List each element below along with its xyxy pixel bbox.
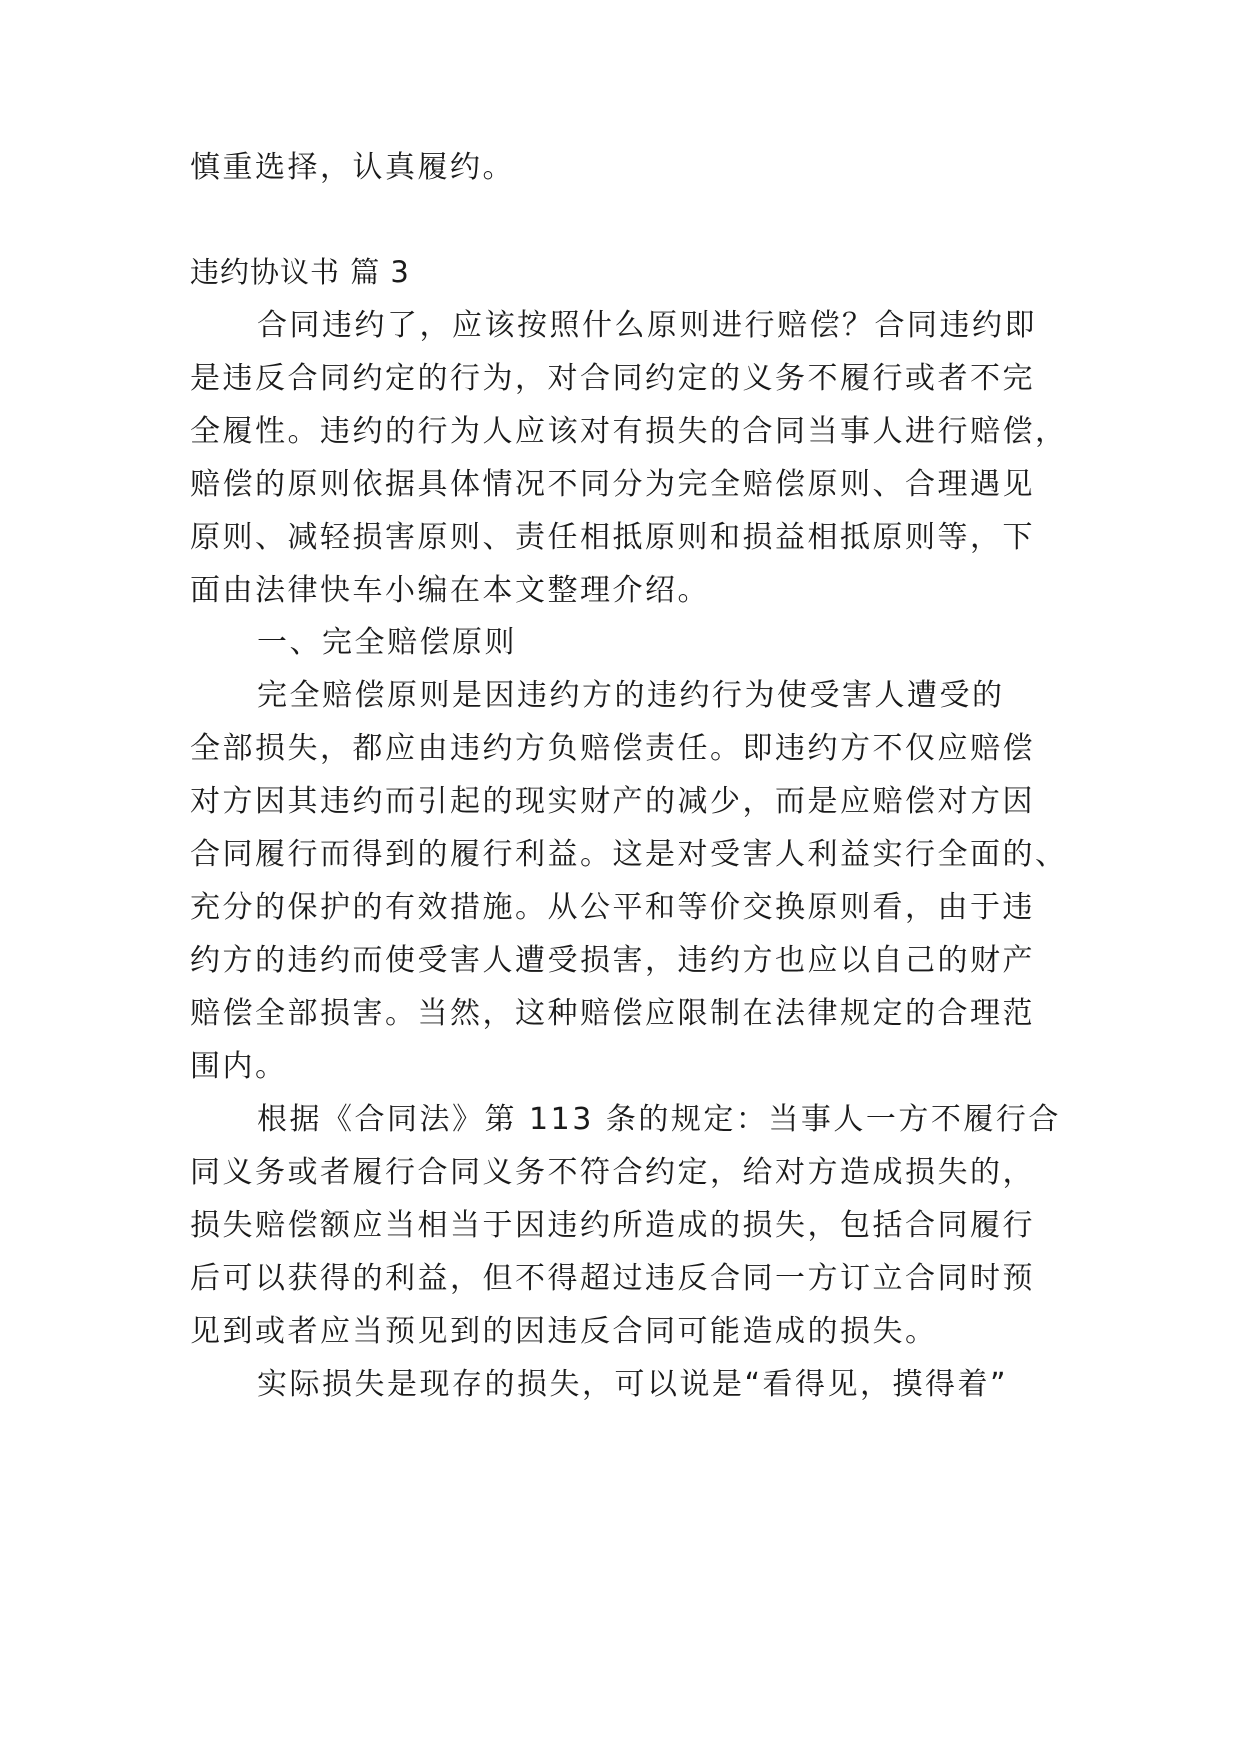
text-line: 约方的违约而使受害人遭受损害，违约方也应以自己的财产 <box>190 943 1035 978</box>
text-line: 合同履行而得到的履行利益。这是对受害人利益实行全面的、 <box>190 837 1068 872</box>
text-line: 赔偿的原则依据具体情况不同分为完全赔偿原则、合理遇见 <box>190 467 1035 502</box>
text-line: 根据《合同法》第 113 条的规定：当事人一方不履行合 <box>257 1102 1061 1137</box>
text-line: 慎重选择，认真履约。 <box>190 150 515 185</box>
text-line: 全部损失，都应由违约方负赔偿责任。即违约方不仅应赔偿 <box>190 731 1035 766</box>
text-line: 对方因其违约而引起的现实财产的减少，而是应赔偿对方因 <box>190 784 1035 819</box>
text-line: 后可以获得的利益，但不得超过违反合同一方订立合同时预 <box>190 1261 1035 1296</box>
text-line: 损失赔偿额应当相当于因违约所造成的损失，包括合同履行 <box>190 1208 1035 1243</box>
text-line: 合同违约了，应该按照什么原则进行赔偿？合同违约即 <box>257 308 1037 343</box>
text-line: 面由法律快车小编在本文整理介绍。 <box>190 573 710 608</box>
text-line: 见到或者应当预见到的因违反合同可能造成的损失。 <box>190 1314 938 1349</box>
text-line: 同义务或者履行合同义务不符合约定，给对方造成损失的， <box>190 1155 1035 1190</box>
section-title: 违约协议书 篇 3 <box>190 255 410 289</box>
text-line: 围内。 <box>190 1049 288 1084</box>
text-line: 赔偿全部损害。当然，这种赔偿应限制在法律规定的合理范 <box>190 996 1035 1031</box>
text-line: 完全赔偿原则是因违约方的违约行为使受害人遭受的 <box>257 678 1005 713</box>
text-line: 全履性。违约的行为人应该对有损失的合同当事人进行赔偿， <box>190 414 1068 449</box>
text-line: 是违反合同约定的行为，对合同约定的义务不履行或者不完 <box>190 361 1035 396</box>
text-line: 实际损失是现存的损失，可以说是“看得见，摸得着” <box>257 1367 1009 1402</box>
text-line: 原则、减轻损害原则、责任相抵原则和损益相抵原则等，下 <box>190 520 1035 555</box>
subheading: 一、完全赔偿原则 <box>257 625 517 660</box>
text-line: 充分的保护的有效措施。从公平和等价交换原则看，由于违 <box>190 890 1035 925</box>
